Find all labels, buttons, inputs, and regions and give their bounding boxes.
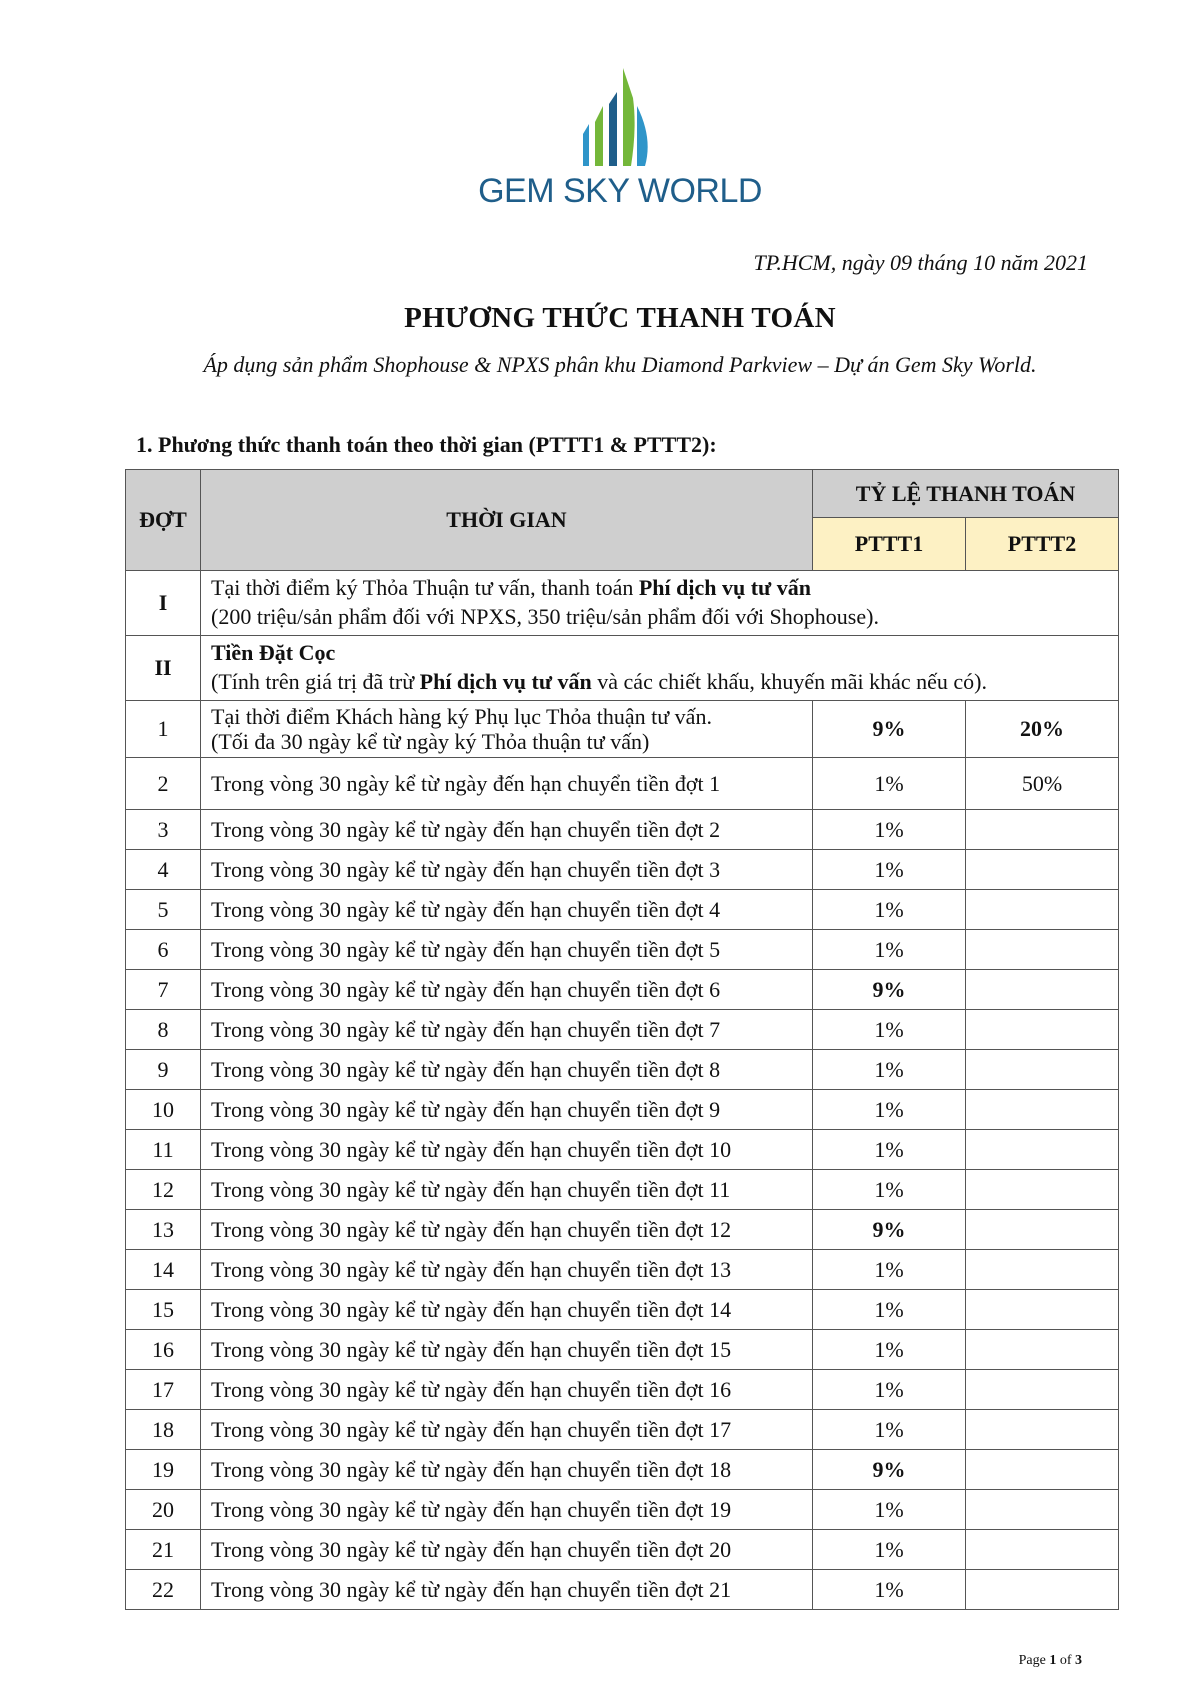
row-dot: 11 <box>126 1130 201 1170</box>
row-pttt1: 1% <box>813 1570 966 1610</box>
page-number <box>1019 1653 1082 1669</box>
row-pttt2: 50% <box>966 758 1119 810</box>
row-pttt1: 1% <box>813 1530 966 1570</box>
row-pttt2 <box>966 1010 1119 1050</box>
document-date: TP.HCM, ngày 09 tháng 10 năm 2021 <box>753 250 1088 275</box>
row-dot: 19 <box>126 1450 201 1490</box>
table-row <box>126 970 1119 1010</box>
row-I-bold: Phí dịch vụ tư vấn <box>638 575 811 601</box>
row-pttt1: 1% <box>813 930 966 970</box>
table-body <box>126 758 1119 1610</box>
row-pttt2 <box>966 970 1119 1010</box>
company-logo <box>470 68 770 218</box>
row-desc: Trong vòng 30 ngày kể từ ngày đến hạn chuyển tiền đợt 10 <box>201 1130 813 1170</box>
row-II-desc <box>201 636 1119 701</box>
page-title: PHƯƠNG THỨC THANH TOÁN <box>404 302 836 334</box>
row-desc: Trong vòng 30 ngày kể từ ngày đến hạn chuyển tiền đợt 11 <box>201 1170 813 1210</box>
row-desc: Trong vòng 30 ngày kể từ ngày đến hạn chuyển tiền đợt 9 <box>201 1090 813 1130</box>
row-pttt2 <box>966 1050 1119 1090</box>
row-dot: 3 <box>126 810 201 850</box>
row-dot: 10 <box>126 1090 201 1130</box>
row-dot: 17 <box>126 1370 201 1410</box>
row-dot: 22 <box>126 1570 201 1610</box>
page-total: 3 <box>1075 1653 1082 1668</box>
row-pttt1: 1% <box>813 890 966 930</box>
table-row <box>126 1570 1119 1610</box>
row-desc: Trong vòng 30 ngày kể từ ngày đến hạn chuyển tiền đợt 17 <box>201 1410 813 1450</box>
row-1-pttt2: 20% <box>966 701 1119 758</box>
row-II-line2-post: và các chiết khấu, khuyến mãi khác nếu có). <box>591 669 987 694</box>
row-desc: Trong vòng 30 ngày kể từ ngày đến hạn chuyển tiền đợt 20 <box>201 1530 813 1570</box>
row-dot: 8 <box>126 1010 201 1050</box>
row-dot: 6 <box>126 930 201 970</box>
row-dot: 15 <box>126 1290 201 1330</box>
table-row <box>126 1010 1119 1050</box>
table-row <box>126 890 1119 930</box>
row-dot: 7 <box>126 970 201 1010</box>
header-pttt1: PTTT1 <box>813 518 966 571</box>
row-I-line1: Tại thời điểm ký Thỏa Thuận tư vấn, thanh toán <box>211 575 639 601</box>
row-desc: Trong vòng 30 ngày kể từ ngày đến hạn chuyển tiền đợt 14 <box>201 1290 813 1330</box>
row-dot: 5 <box>126 890 201 930</box>
section-heading: 1. Phương thức thanh toán theo thời gian (PTTT1 & PTTT2): <box>136 432 717 457</box>
row-1-line2: (Tối đa 30 ngày kể từ ngày ký Thỏa thuận tư vấn) <box>211 729 650 754</box>
row-dot: 13 <box>126 1210 201 1250</box>
logo-text: GEM SKY WORLD <box>478 172 762 210</box>
table-row <box>126 1490 1119 1530</box>
row-desc: Trong vòng 30 ngày kể từ ngày đến hạn chuyển tiền đợt 21 <box>201 1570 813 1610</box>
row-dot: 18 <box>126 1410 201 1450</box>
table-row-II <box>126 636 1119 701</box>
table-row <box>126 1090 1119 1130</box>
table-row <box>126 1450 1119 1490</box>
table-row <box>126 1170 1119 1210</box>
row-pttt1: 1% <box>813 1290 966 1330</box>
row-pttt1: 1% <box>813 1050 966 1090</box>
row-pttt2 <box>966 1410 1119 1450</box>
table-row <box>126 1130 1119 1170</box>
row-pttt2 <box>966 1130 1119 1170</box>
row-pttt1: 9% <box>813 970 966 1010</box>
table-row <box>126 1530 1119 1570</box>
table-row <box>126 1370 1119 1410</box>
row-pttt2 <box>966 1570 1119 1610</box>
row-desc: Trong vòng 30 ngày kể từ ngày đến hạn chuyển tiền đợt 4 <box>201 890 813 930</box>
page-pre: Page <box>1018 1653 1050 1668</box>
row-pttt1: 1% <box>813 1330 966 1370</box>
row-dot: 21 <box>126 1530 201 1570</box>
table-row <box>126 1210 1119 1250</box>
table-row <box>126 1410 1119 1450</box>
page-subtitle: Áp dụng sản phẩm Shophouse & NPXS phân khu Diamond Parkview – Dự án Gem Sky World. <box>203 352 1037 377</box>
row-I-desc <box>201 571 1119 636</box>
row-pttt2 <box>966 1170 1119 1210</box>
table-row <box>126 850 1119 890</box>
row-pttt1: 9% <box>813 1210 966 1250</box>
row-pttt2 <box>966 1490 1119 1530</box>
row-1-desc <box>201 701 813 758</box>
row-pttt1: 1% <box>813 810 966 850</box>
row-I-dot: I <box>126 571 201 636</box>
row-II-line1: Tiền Đặt Cọc <box>211 640 336 666</box>
header-thoigian: THỜI GIAN <box>201 470 813 571</box>
header-dot: ĐỢT <box>126 470 201 571</box>
table-row-1 <box>126 701 1119 758</box>
row-pttt2 <box>966 1370 1119 1410</box>
table-row <box>126 758 1119 810</box>
row-dot: 9 <box>126 1050 201 1090</box>
row-pttt2 <box>966 1090 1119 1130</box>
row-II-bold: Phí dịch vụ tư vấn <box>419 669 592 694</box>
row-pttt1: 1% <box>813 1490 966 1530</box>
row-desc: Trong vòng 30 ngày kể từ ngày đến hạn chuyển tiền đợt 15 <box>201 1330 813 1370</box>
header-tyle: TỶ LỆ THANH TOÁN <box>813 470 1119 518</box>
row-pttt1: 1% <box>813 1090 966 1130</box>
row-1-dot: 1 <box>126 701 201 758</box>
row-desc: Trong vòng 30 ngày kể từ ngày đến hạn chuyển tiền đợt 6 <box>201 970 813 1010</box>
row-pttt1: 1% <box>813 758 966 810</box>
table-row <box>126 1250 1119 1290</box>
row-pttt1: 1% <box>813 1370 966 1410</box>
row-desc: Trong vòng 30 ngày kể từ ngày đến hạn chuyển tiền đợt 5 <box>201 930 813 970</box>
row-pttt1: 1% <box>813 1410 966 1450</box>
row-dot: 4 <box>126 850 201 890</box>
row-pttt1: 1% <box>813 1010 966 1050</box>
row-pttt2 <box>966 890 1119 930</box>
row-desc: Trong vòng 30 ngày kể từ ngày đến hạn chuyển tiền đợt 13 <box>201 1250 813 1290</box>
gem-sky-world-logo-icon <box>575 68 665 168</box>
row-dot: 14 <box>126 1250 201 1290</box>
row-pttt1: 9% <box>813 1450 966 1490</box>
page-current: 1 <box>1049 1653 1057 1668</box>
row-II-dot: II <box>126 636 201 701</box>
page-mid: of <box>1056 1653 1075 1668</box>
row-pttt1: 1% <box>813 1250 966 1290</box>
table-row <box>126 1330 1119 1370</box>
table-row-I <box>126 571 1119 636</box>
payment-schedule-table <box>125 469 1119 1610</box>
row-pttt1: 1% <box>813 1130 966 1170</box>
row-desc: Trong vòng 30 ngày kể từ ngày đến hạn chuyển tiền đợt 18 <box>201 1450 813 1490</box>
row-desc: Trong vòng 30 ngày kể từ ngày đến hạn chuyển tiền đợt 16 <box>201 1370 813 1410</box>
header-pttt2: PTTT2 <box>966 518 1119 571</box>
table-row <box>126 1290 1119 1330</box>
row-1-pttt1: 9% <box>813 701 966 758</box>
table-row <box>126 1050 1119 1090</box>
row-dot: 2 <box>126 758 201 810</box>
row-desc: Trong vòng 30 ngày kể từ ngày đến hạn chuyển tiền đợt 19 <box>201 1490 813 1530</box>
row-desc: Trong vòng 30 ngày kể từ ngày đến hạn chuyển tiền đợt 1 <box>201 758 813 810</box>
row-pttt2 <box>966 1450 1119 1490</box>
row-pttt2 <box>966 1530 1119 1570</box>
row-pttt2 <box>966 1290 1119 1330</box>
row-dot: 16 <box>126 1330 201 1370</box>
row-dot: 12 <box>126 1170 201 1210</box>
row-pttt2 <box>966 850 1119 890</box>
row-dot: 20 <box>126 1490 201 1530</box>
row-pttt1: 1% <box>813 1170 966 1210</box>
row-I-line2: (200 triệu/sản phẩm đối với NPXS, 350 triệu/sản phẩm đối với Shophouse). <box>211 604 879 629</box>
row-1-line1: Tại thời điểm Khách hàng ký Phụ lục Thỏa thuận tư vấn. <box>211 703 712 729</box>
row-pttt2 <box>966 1210 1119 1250</box>
row-desc: Trong vòng 30 ngày kể từ ngày đến hạn chuyển tiền đợt 12 <box>201 1210 813 1250</box>
row-pttt2 <box>966 810 1119 850</box>
table-row <box>126 810 1119 850</box>
row-pttt2 <box>966 1250 1119 1290</box>
row-desc: Trong vòng 30 ngày kể từ ngày đến hạn chuyển tiền đợt 3 <box>201 850 813 890</box>
table-row <box>126 930 1119 970</box>
row-II-line2: (Tính trên giá trị đã trừ <box>211 669 420 694</box>
row-pttt2 <box>966 930 1119 970</box>
row-pttt1: 1% <box>813 850 966 890</box>
row-desc: Trong vòng 30 ngày kể từ ngày đến hạn chuyển tiền đợt 8 <box>201 1050 813 1090</box>
row-desc: Trong vòng 30 ngày kể từ ngày đến hạn chuyển tiền đợt 2 <box>201 810 813 850</box>
row-desc: Trong vòng 30 ngày kể từ ngày đến hạn chuyển tiền đợt 7 <box>201 1010 813 1050</box>
row-pttt2 <box>966 1330 1119 1370</box>
